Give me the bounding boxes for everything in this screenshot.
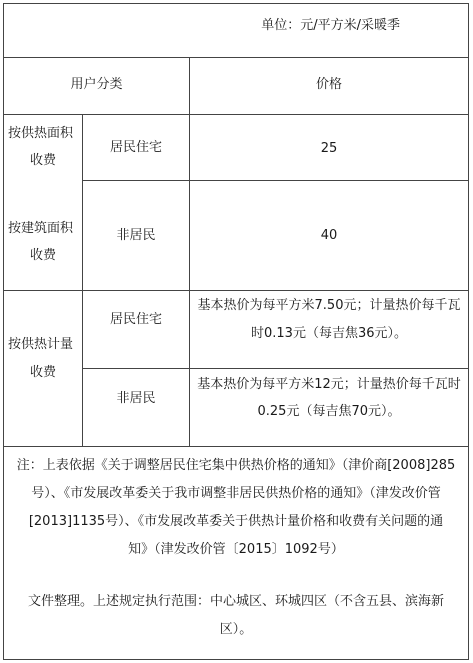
row-price-metered-residential-line1: 基本热价为每平方米7.50元；计量热价每千瓦 — [197, 298, 461, 313]
note-line2: 号）、《市发展改革委关于我市调整非居民供热价格的通知》（津发改价管 — [31, 486, 441, 501]
note-line3: [2013]1135号）、《市发展改革委关于供热计量价格和收费有关问题的通 — [28, 514, 444, 529]
rule-under-unit — [4, 57, 468, 58]
rule-under-header — [4, 114, 468, 115]
row-type-metered-residential: 居民住宅 — [109, 312, 162, 327]
note-line1: 注：上表依据《关于调整居民住宅集中供热价格的通知》（津价商[2008]285 — [16, 458, 456, 473]
header-price: 价格 — [315, 77, 342, 92]
note-line6: 区）。 — [219, 622, 253, 637]
rule-mid-section2 — [82, 368, 468, 369]
label-metered-line2: 收费 — [29, 365, 56, 380]
label-area-heating-line2: 收费 — [29, 153, 56, 168]
row-type-metered-nonresidential: 非居民 — [116, 391, 156, 406]
rule-under-section1 — [4, 290, 468, 291]
row-price-nonresidential: 40 — [320, 228, 338, 243]
row-price-metered-residential-line2: 时0.13元（每吉焦36元）。 — [251, 326, 407, 341]
label-metered-line1: 按供热计量 — [8, 337, 74, 352]
row-price-residential: 25 — [320, 141, 338, 156]
label-area-heating-line1: 按供热面积 — [8, 126, 74, 141]
header-category: 用户分类 — [70, 77, 123, 92]
row-type-residential: 居民住宅 — [109, 140, 162, 155]
note-line4: 知》（津发改价管〔2015〕1092号） — [128, 542, 344, 557]
row-type-nonresidential: 非居民 — [116, 228, 156, 243]
rule-mid-section1 — [82, 180, 468, 181]
unit-label: 单位：元/平方米/采暖季 — [261, 18, 400, 33]
rule-above-notes — [4, 446, 468, 447]
price-table — [3, 3, 469, 660]
label-building-area-line2: 收费 — [29, 248, 56, 263]
row-price-metered-nonresidential-line1: 基本热价为每平方米12元；计量热价每千瓦时 — [197, 377, 461, 392]
row-price-metered-nonresidential-line2: 0.25元（每吉焦70元）。 — [257, 404, 401, 419]
note-line5: 文件整理。上述规定执行范围：中心城区、环城四区（不含五县、滨海新 — [27, 594, 444, 609]
label-building-area-line1: 按建筑面积 — [8, 221, 74, 236]
